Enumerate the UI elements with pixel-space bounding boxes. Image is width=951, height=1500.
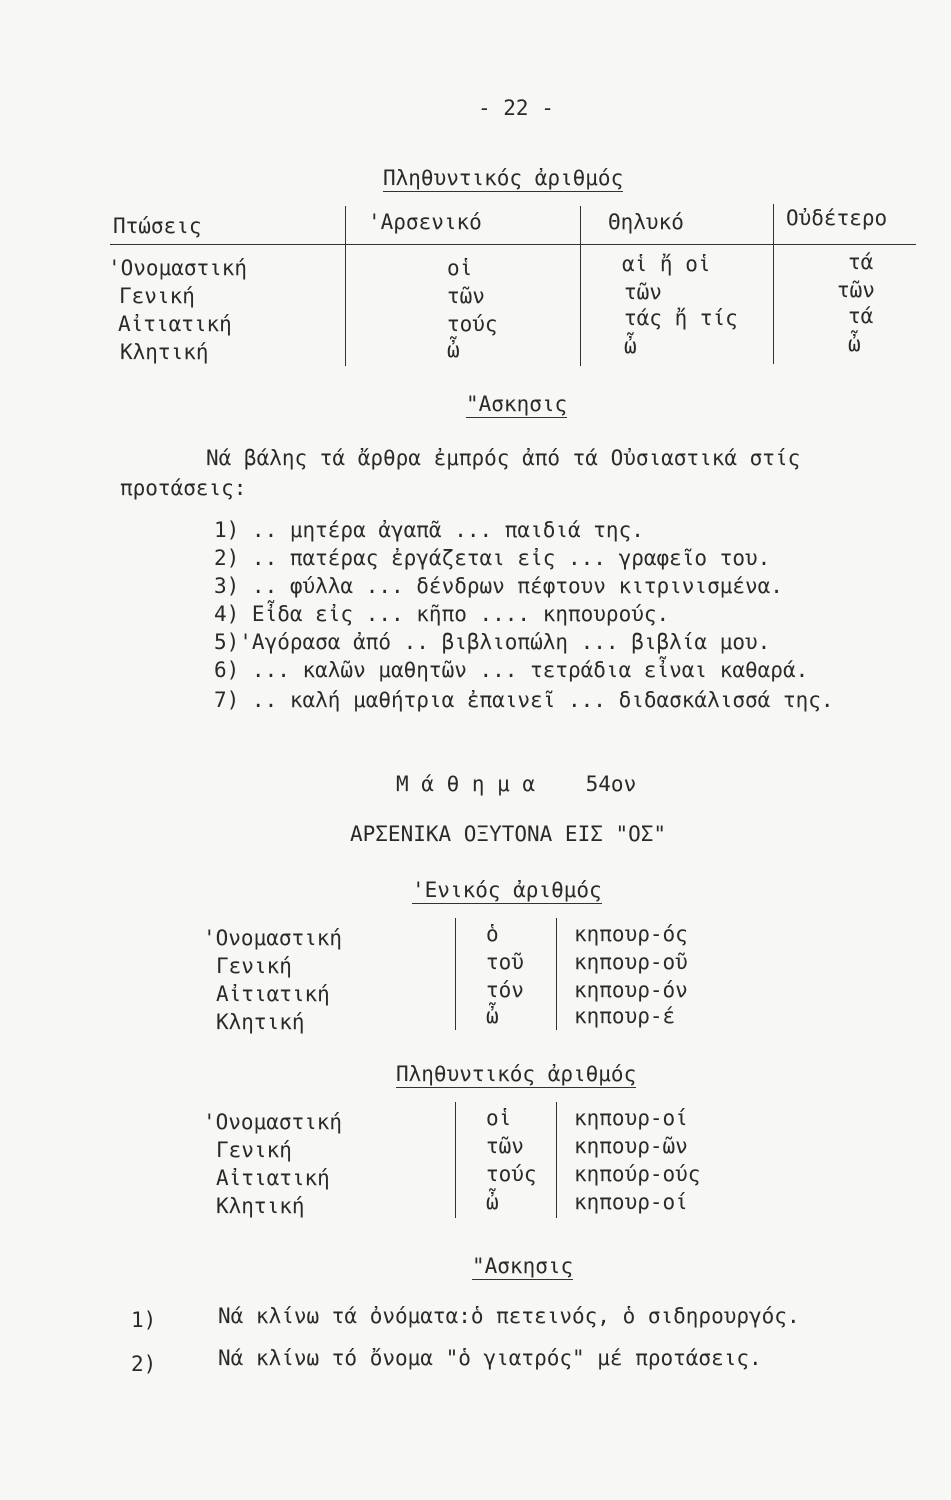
table-cell: κηπουρ-ῶν [574,1134,688,1158]
table-row-label: Γενική [119,284,195,308]
page-number: - 22 - [478,96,554,120]
task-number: 2) [131,1352,157,1376]
table-column-rule [773,204,774,364]
table-row-label: Αἰτιατική [216,982,330,1006]
table-cell: αἱ ἤ οἱ [622,252,711,276]
table-cell: κηπουρ-ός [574,922,688,946]
table-cell: τούς [447,312,498,336]
list-item: 7) .. καλή μαθήτρια ἐπαινεῖ ... διδασκάλισσά της. [214,688,834,712]
table-column-rule [556,918,557,1030]
table-cell: κηπουρ-οί [574,1190,688,1214]
table-cell: κηπούρ-ούς [574,1162,701,1186]
exercise-instruction: Νά βάλης τά ἄρθρα ἐμπρός ἀπό τά Οὐσιαστικά στίς [206,446,801,470]
table-cell: τά [848,304,874,328]
table-cell: ὦ [848,332,861,356]
table-row-label: Κλητική [216,1194,305,1218]
exercise-heading: "Ασκησις [466,392,568,416]
table-column-rule [455,918,456,1030]
table-cell: ὦ [447,338,460,362]
exercise-instruction-continued: προτάσεις: [120,476,247,500]
table-row-label: 'Ονομαστική [203,1110,343,1134]
table-cell: κηπουρ-οῦ [574,950,688,974]
table-divider [110,244,916,245]
list-item: 3) .. φύλλα ... δένδρων πέφτουν κιτρινισμένα. [214,574,783,598]
table-column-rule [345,206,346,366]
table-row-label: Αἰτιατική [118,312,232,336]
task-text: Νά κλίνω τό ὄνομα "ὁ γιατρός" μέ προτάσεις. [218,1346,762,1370]
list-item: 4) Εἶδα εἰς ... κῆπο .... κηπουρούς. [214,602,670,626]
table-column-rule [455,1102,456,1218]
singular-heading: 'Ενικός ἀριθμός [412,878,602,902]
table-column-rule [580,206,581,366]
table-header-cases: Πτώσεις [113,214,202,238]
table-cell: ὁ [486,922,499,946]
table-row-label: Κλητική [216,1010,305,1034]
task-text: Νά κλίνω τά ὀνόματα:ὁ πετεινός, ὁ σιδηρουργός. [218,1304,800,1328]
table-column-rule [556,1102,557,1218]
table-cell: ὦ [486,1190,499,1214]
table-cell: τόν [486,978,524,1002]
table-row-label: Γενική [216,954,292,978]
table-cell: τά [848,250,874,274]
table-row-label: 'Ονομαστική [203,926,343,950]
task-number: 1) [131,1308,157,1332]
table-cell: κηπουρ-οί [574,1106,688,1130]
lesson-subtitle: ΑΡΣΕΝΙΚΑ ΟΞΥΤΟΝΑ ΕΙΣ "ΟΣ" [350,822,667,846]
list-item: 2) .. πατέρας ἐργάζεται εἰς ... γραφεῖο του. [214,546,771,570]
table-header-masculine: 'Αρσενικό [368,210,482,234]
table-row-label: 'Ονομαστική [108,256,248,280]
table-row-label: Κλητική [120,340,209,364]
table-cell: οἱ [486,1106,512,1130]
list-item: 5)'Αγόρασα ἀπό .. βιβλιοπώλη ... βιβλία μου. [214,630,771,654]
table-cell: ὦ [486,1004,499,1028]
table-cell: τοῦ [486,950,524,974]
table-cell: κηπουρ-όν [574,978,688,1002]
table-cell: τούς [486,1162,537,1186]
table-cell: ὦ [624,334,637,358]
table-cell: κηπουρ-έ [574,1004,676,1028]
exercise-heading-2: "Ασκησις [472,1254,574,1278]
lesson-title: Μ ά θ η μ α 54ον [396,772,637,796]
table-header-feminine: Θηλυκό [608,210,684,234]
table-cell: τῶν [486,1134,524,1158]
table-row-label: Αἰτιατική [216,1166,330,1190]
table-header-neuter: Οὐδέτερο [786,206,888,230]
table-cell: τῶν [447,284,485,308]
list-item: 1) .. μητέρα ἀγαπᾶ ... παιδιά της. [214,518,644,542]
table-cell: τάς ἤ τίς [624,306,738,330]
table-cell: οἱ [447,256,473,280]
list-item: 6) ... καλῶν μαθητῶν ... τετράδια εἶναι καθαρά. [214,658,809,682]
plural-heading-2: Πληθυντικός ἀριθμός [396,1062,637,1086]
table-cell: τῶν [837,278,875,302]
plural-heading: Πληθυντικός ἀριθμός [383,166,624,190]
table-row-label: Γενική [216,1138,292,1162]
table-cell: τῶν [624,280,662,304]
